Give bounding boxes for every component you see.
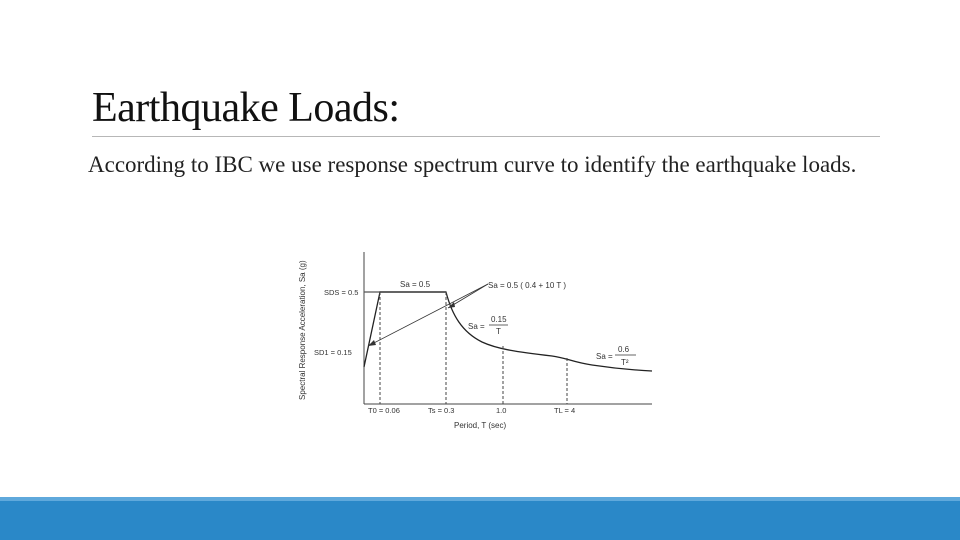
sds-label: SDS = 0.5 [324, 288, 359, 297]
ramp-formula: Sa = 0.5 ( 0.4 + 10 T ) [488, 281, 566, 290]
descending-denominator: T [496, 327, 501, 336]
body-paragraph: According to IBC we use response spectrum curve to identify the earthquake loads. [88, 152, 857, 177]
long-numerator: 0.6 [618, 345, 630, 354]
slide-title: Earthquake Loads: [92, 85, 400, 131]
response-spectrum-figure [292, 250, 662, 432]
descending-numerator: 0.15 [491, 315, 507, 324]
plateau-label: Sa = 0.5 [400, 280, 431, 289]
long-denominator: T² [621, 358, 629, 367]
long-formula-prefix: Sa = [596, 352, 613, 361]
x-tick-tl: TL = 4 [554, 406, 576, 415]
descending-formula-prefix: Sa = [468, 322, 485, 331]
title-divider [92, 136, 880, 137]
footer-band [0, 497, 960, 540]
sd1-pointer [368, 284, 488, 346]
x-axis-label: Period, T (sec) [454, 421, 507, 430]
x-tick-t0: T0 = 0.06 [368, 406, 400, 415]
x-tick-ts: Ts = 0.3 [428, 406, 455, 415]
response-spectrum-chart [292, 250, 662, 432]
sd1-label: SD1 = 0.15 [314, 348, 352, 357]
y-axis-label: Spectral Response Acceleration, Sa (g) [298, 260, 307, 400]
x-tick-one: 1.0 [496, 406, 507, 415]
footer-band-highlight [0, 497, 960, 501]
